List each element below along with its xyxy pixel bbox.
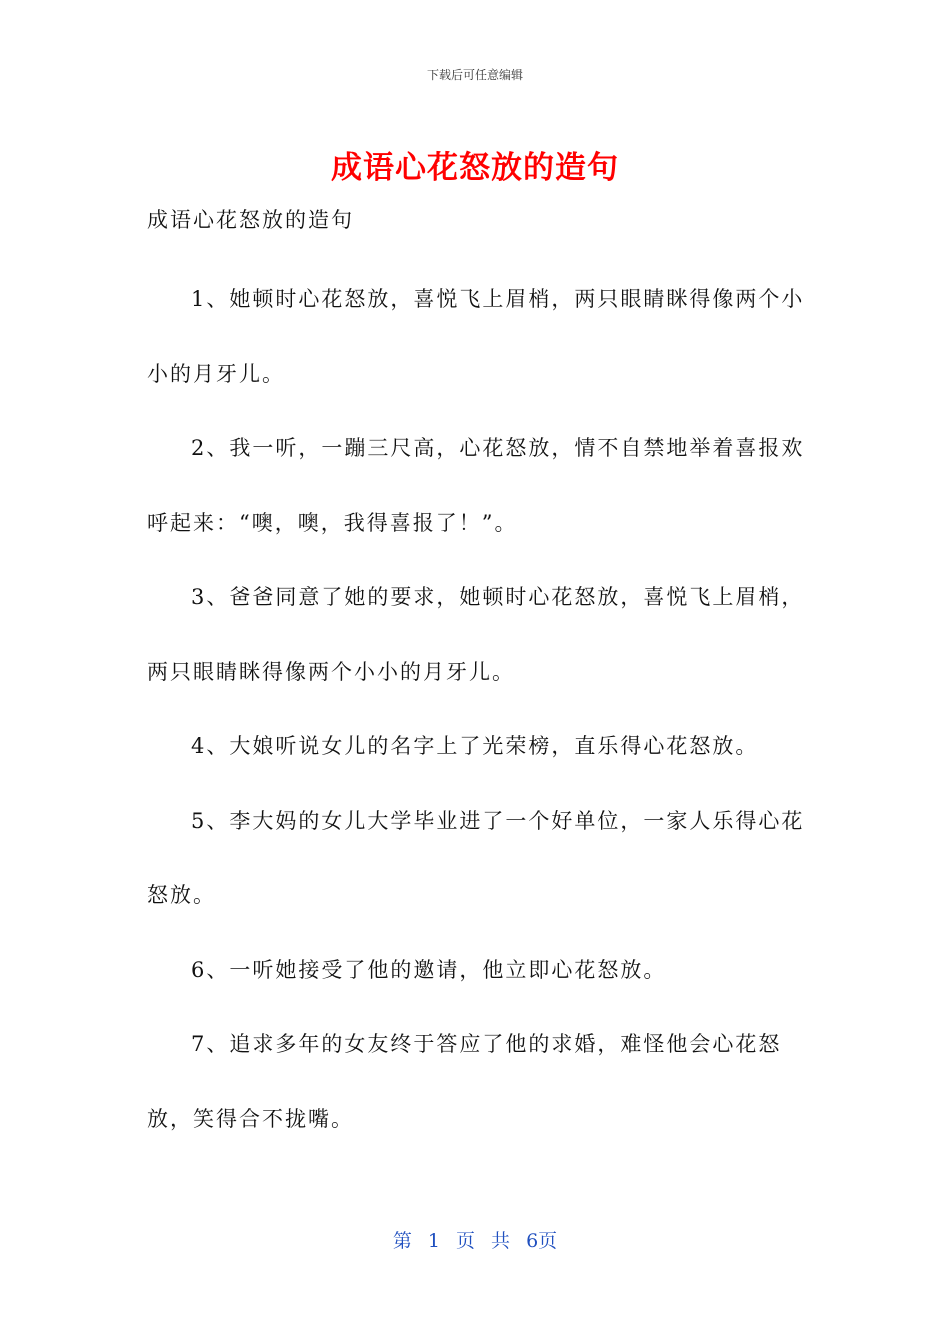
paragraph-7: 7、追求多年的女友终于答应了他的求婚，难怪他会心花怒放，笑得合不拢嘴。 xyxy=(147,1032,782,1131)
paragraph-4: 4、大娘听说女儿的名字上了光荣榜，直乐得心花怒放。 xyxy=(191,734,759,758)
header-note: 下载后可任意编辑 xyxy=(426,68,523,82)
paragraph-2: 2、我一听，一蹦三尺高，心花怒放，情不自禁地举着喜报欢呼起来：“噢，噢，我得喜报了！”。 xyxy=(147,436,805,535)
document-title: 成语心花怒放的造句 xyxy=(331,150,619,186)
document-subtitle: 成语心花怒放的造句 xyxy=(147,208,354,232)
paragraph-6: 6、一听她接受了他的邀请，他立即心花怒放。 xyxy=(191,957,667,982)
paragraph-1: 1、她顿时心花怒放，喜悦飞上眉梢，两只眼睛眯得像两个小小的月牙儿。 xyxy=(147,287,805,386)
page-number-footer: 第 1 页 共 6页 xyxy=(392,1230,558,1252)
paragraph-5: 5、李大妈的女儿大学毕业进了一个好单位，一家人乐得心花怒放。 xyxy=(147,808,805,907)
paragraph-3: 3、爸爸同意了她的要求，她顿时心花怒放，喜悦飞上眉梢，两只眼睛眯得像两个小小的月牙儿。 xyxy=(147,585,805,684)
document-body xyxy=(147,262,807,1156)
